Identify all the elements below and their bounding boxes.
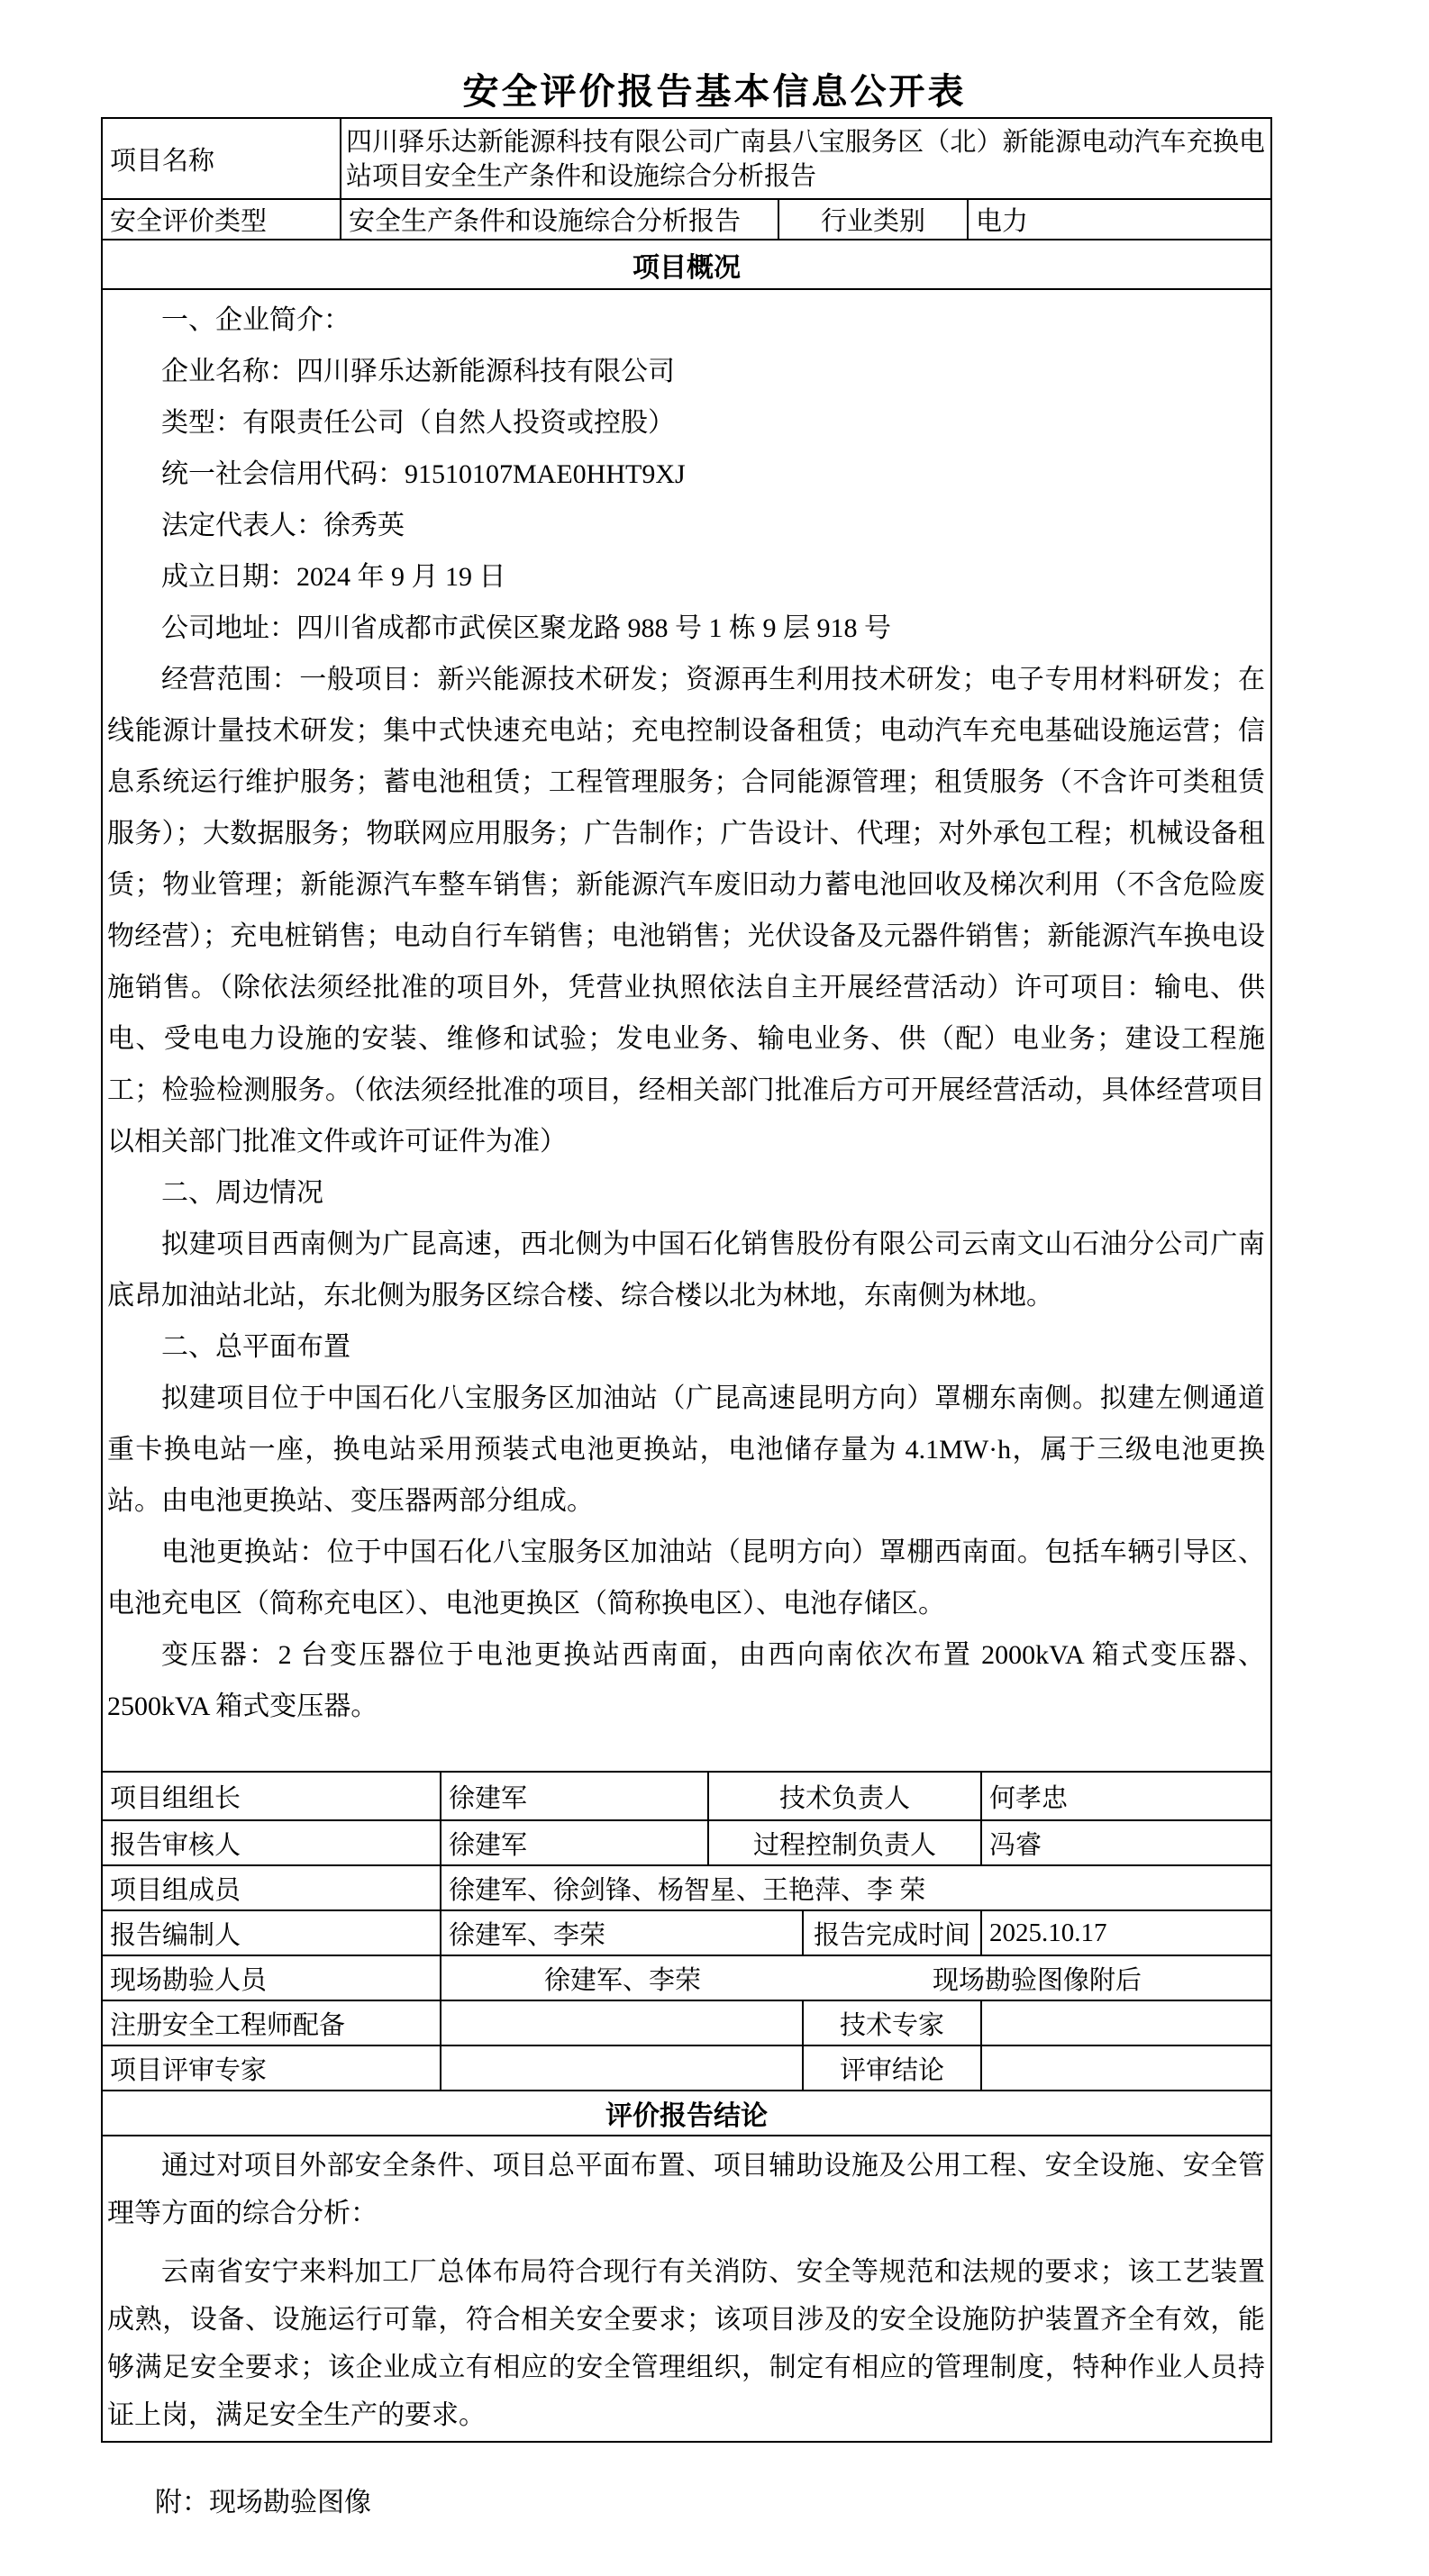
industry-value: 电力 [976,207,1029,236]
project-name-label: 项目名称 [103,119,341,198]
reviewer-label: 报告审核人 [103,1821,441,1864]
team-leader-row [103,1773,1270,1821]
overview-paragraph: 一、企业简介： [161,305,350,335]
overview-paragraph: 统一社会信用代码：91510107MAE0HHT9XJ [161,459,686,489]
project-name-row [103,119,1270,200]
industry-label: 行业类别 [779,200,969,239]
safety-engineer-label: 注册安全工程师配备 [103,2001,441,2045]
overview-paragraph: 成立日期：2024 年 9 月 19 日 [161,562,506,592]
survey-label: 现场勘验人员 [103,1956,441,2000]
reviewer-row [103,1821,1270,1866]
safety-engineer-value [441,2001,804,2045]
overview-paragraph: 经营范围：一般项目：新兴能源技术研发；资源再生利用技术研发；电子专用材料研发；在线能源计量技术研发；集中式快速充电站；充电控制设备租赁；电动汽车充电基础设施运营；信息系统运行维护服务；蓄电池租赁；工程管理服务；合同能源管理；租赁服务（不含许可类租赁服务）；大数据服务；物联网应用服务；广告制作；广告设计、代理；对外承包工程；机械设备租赁；物业管理；新能源汽车整车销售；新能源汽车废旧动力蓄电池回收及梯次利用（不含危险废物经营）；充电桩销售；电动自行车销售；电池销售；光伏设备及元器件销售；新能源汽车换电设施销售。（除依法须经批准的项目外，凭营业执照依法自主开展经营活动）许可项目：输电、供电、受电电力设施的安装、维修和试验；发电业务、输电业务、供（配）电业务；建设工程施工；检验检测服务。（依法须经批准的项目，经相关部门批准后方可开展经营活动，具体经营项目以相关部门批准文件或许可证件为准） [107,665,1265,1156]
overview-paragraph: 变压器：2 台变压器位于电池更换站西南面，由西向南依次布置 2000kVA 箱式变压器、2500kVA 箱式变压器。 [107,1640,1265,1721]
members-label: 项目组成员 [103,1866,441,1909]
tech-expert-value [982,2001,1270,2045]
eval-type-label: 安全评价类型 [103,200,341,239]
overview-paragraph: 电池更换站：位于中国石化八宝服务区加油站（昆明方向）罩棚西南面。包括车辆引导区、电池充电区（简称充电区）、电池更换区（简称换电区）、电池存储区。 [107,1537,1265,1619]
members-row [103,1866,1270,1911]
process-control-value: 冯睿 [989,1830,1042,1860]
overview-paragraph: 二、总平面布置 [161,1332,350,1362]
conclusion-header: 评价报告结论 [103,2091,1270,2136]
overview-header: 项目概况 [103,240,1270,290]
tech-expert-label: 技术专家 [804,2001,982,2045]
review-expert-label: 项目评审专家 [103,2046,441,2090]
conclusion-paragraph: 云南省安宁来料加工厂总体布局符合现行有关消防、安全等规范和法规的要求；该工艺装置成熟，设备、设施运行可靠，符合相关安全要求；该项目涉及的安全设施防护装置齐全有效，能够满足安全要求；该企业成立有相应的安全管理组织，制定有相应的管理制度，特种作业人员持证上岗，满足安全生产的要求。 [107,2257,1265,2430]
completion-value: 2025.10.17 [989,1918,1107,1947]
conclusion-paragraph: 通过对项目外部安全条件、项目总平面布置、项目辅助设施及公用工程、安全设施、安全管理等方面的综合分析： [107,2151,1265,2228]
safety-engineer-row [103,2001,1270,2046]
overview-paragraph: 拟建项目位于中国石化八宝服务区加油站（广昆高速昆明方向）罩棚东南侧。拟建左侧通道重卡换电站一座，换电站采用预装式电池更换站，电池储存量为 4.1MW·h，属于三级电池更换站。由电池更换站、变压器两部分组成。 [107,1383,1265,1516]
overview-paragraph: 拟建项目西南侧为广昆高速，西北侧为中国石化销售股份有限公司云南文山石油分公司广南底昂加油站北站，东北侧为服务区综合楼、综合楼以北为林地，东南侧为林地。 [107,1229,1265,1311]
conclusion-content [103,2136,1270,2441]
tech-lead-label: 技术负责人 [709,1773,982,1819]
survey-row [103,1956,1270,2001]
overview-paragraph: 二、周边情况 [161,1178,323,1208]
compiler-row [103,1911,1270,1956]
overview-paragraph: 公司地址：四川省成都市武侯区聚龙路 988 号 1 栋 9 层 918 号 [161,613,891,643]
survey-note: 现场勘验图像附后 [932,1965,1142,1995]
appendix-note: 附：现场勘验图像 [155,2488,371,2517]
compiler-value: 徐建军、李荣 [441,1911,804,1955]
survey-value: 徐建军、李荣 [543,1965,701,1995]
overview-paragraph: 企业名称：四川驿乐达新能源科技有限公司 [161,357,675,386]
review-expert-row [103,2046,1270,2091]
project-name-value: 四川驿乐达新能源科技有限公司广南县八宝服务区（北）新能源电动汽车充换电站项目安全生产条件和设施综合分析报告 [346,128,1265,191]
overview-content [103,290,1270,1773]
process-control-label: 过程控制负责人 [709,1821,982,1864]
team-leader-value: 徐建军 [441,1773,709,1819]
info-table [101,117,1272,2443]
completion-label: 报告完成时间 [804,1911,982,1955]
review-result-label: 评审结论 [804,2046,982,2090]
reviewer-value: 徐建军 [441,1821,709,1864]
eval-type-value: 安全生产条件和设施综合分析报告 [341,200,779,239]
doc-title: 安全评价报告基本信息公开表 [462,71,967,112]
review-expert-value [441,2046,804,2090]
eval-type-row [103,200,1270,240]
review-result-value [982,2046,1270,2090]
compiler-label: 报告编制人 [103,1911,441,1955]
tech-lead-value: 何孝忠 [989,1783,1069,1813]
overview-paragraph: 类型：有限责任公司（自然人投资或控股） [161,408,675,438]
overview-paragraph: 法定代表人：徐秀英 [161,511,405,540]
team-leader-label: 项目组组长 [103,1773,441,1819]
members-value: 徐建军、徐剑锋、杨智星、王艳萍、李 荣 [449,1875,926,1905]
